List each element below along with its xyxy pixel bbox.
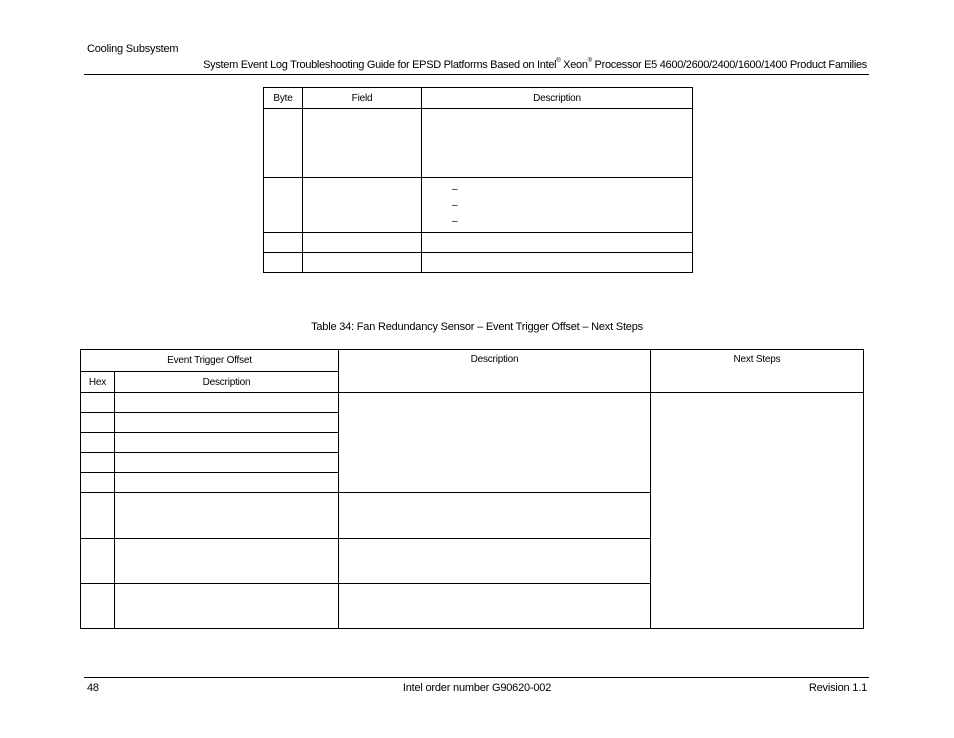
table-row — [264, 178, 693, 233]
header-event-trigger-offset: Event Trigger Offset — [81, 350, 339, 372]
header-offset-description: Description — [115, 372, 339, 393]
table-header-row — [264, 88, 693, 109]
byte-field-table — [263, 87, 693, 273]
table-header-row — [81, 350, 864, 372]
header-field: Field — [303, 88, 422, 109]
registered-mark: ® — [556, 58, 561, 64]
table-caption: Table 34: Fan Redundancy Sensor – Event Trigger Offset – Next Steps — [311, 321, 643, 333]
registered-mark: ® — [587, 58, 592, 64]
section-title: Cooling Subsystem — [87, 43, 179, 55]
header-byte: Byte — [264, 88, 303, 109]
header-rule — [84, 74, 869, 75]
document-title: System Event Log Troubleshooting Guide for EPSD Platforms Based on Intel® Xeon® Processor E5 4600/2600/2400/1600/1400 Product Families — [203, 58, 867, 71]
table-row — [264, 109, 693, 178]
header-description: Description — [422, 88, 693, 109]
list-item: – — [452, 184, 458, 195]
page-number: 48 — [87, 682, 99, 694]
list-item: – — [452, 200, 458, 211]
header-hex: Hex — [81, 372, 115, 393]
revision: Revision 1.1 — [808, 682, 867, 694]
table-row — [264, 233, 693, 253]
table-row — [81, 393, 864, 413]
header-next-steps: Next Steps — [651, 350, 864, 393]
event-trigger-table — [80, 349, 864, 629]
order-number: Intel order number G90620-002 — [402, 682, 552, 694]
list-item: – — [452, 216, 458, 227]
dash-list — [422, 178, 692, 232]
table-row — [264, 253, 693, 273]
footer-rule — [84, 677, 869, 678]
header-description: Description — [339, 350, 651, 393]
